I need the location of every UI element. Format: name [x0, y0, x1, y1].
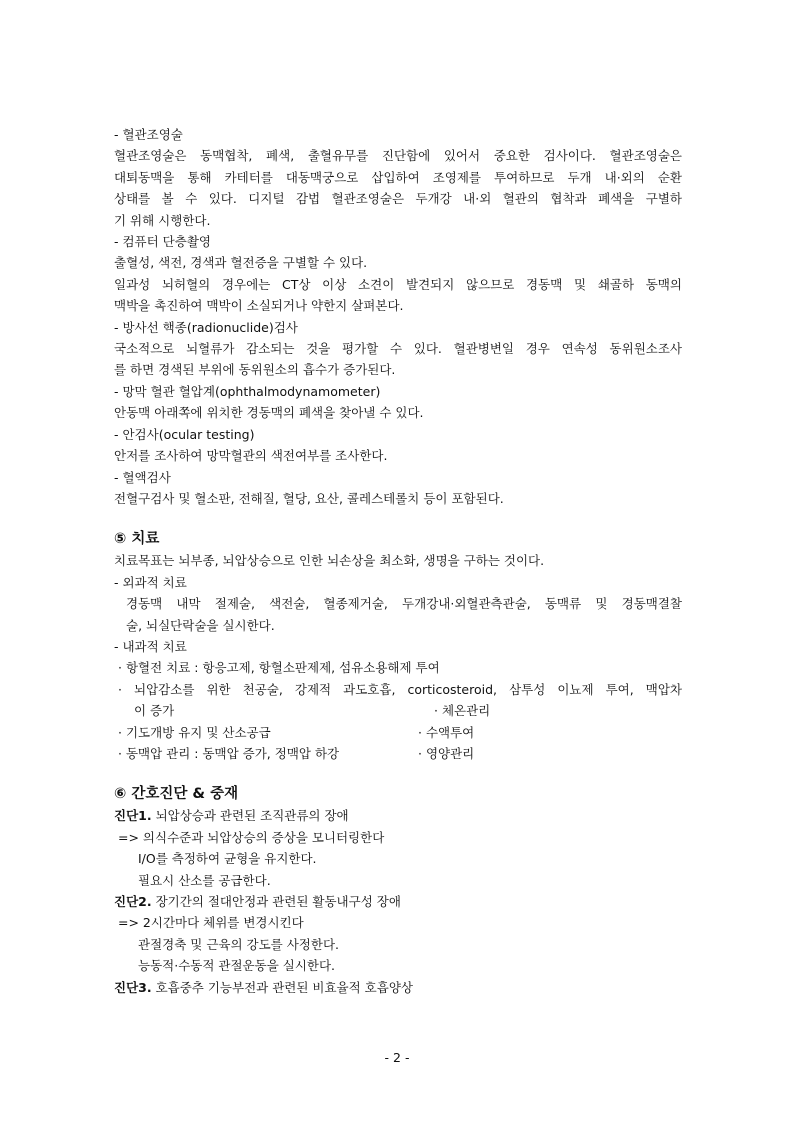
intervention-line: => 2시간마다 체위를 변경시킨다: [118, 915, 304, 931]
medical-treatment-row: [114, 700, 682, 721]
treatment-goal: 치료목표는 뇌부종, 뇌압상승으로 인한 뇌손상을 최소화, 생명을 구하는 것이다.: [114, 553, 545, 569]
angiography-text-line: 혈관조영술은 동맥협착, 폐색, 출혈유무를 진단함에 있어서 중요한 검사이다. 혈관조영술은: [114, 148, 682, 164]
medical-treatment-item: · 기도개방 유지 및 산소공급: [118, 724, 271, 740]
radionuclide-text-line: 국소적으로 뇌혈류가 감소되는 것을 평가할 수 있다. 혈관병변일 경우 연속성 동위원소조사: [114, 341, 682, 357]
medical-treatment-row: [114, 743, 682, 764]
intervention-line: => 의식수준과 뇌압상승의 증상을 모니터링한다: [118, 829, 385, 845]
medical-treatment-title: - 내과적 치료: [114, 638, 187, 654]
diagnosis-label: 진단3.: [114, 979, 152, 995]
diagnosis-label: 진단2.: [114, 894, 152, 909]
intervention-line: 능동적·수동적 관절운동을 실시한다.: [138, 958, 336, 974]
ct-text-line: 일과성 뇌허혈의 경우에는 CT상 이상 소견이 발견되지 않으므로 경동맥 및 쇄골하 동맥의: [114, 276, 682, 292]
ophthalmodynamometer-text: 안동맥 아래쪽에 위치한 경동맥의 폐색을 찾아낼 수 있다.: [114, 405, 424, 421]
surgical-treatment-title: - 외과적 치료: [114, 574, 187, 590]
angiography-text-line: 대퇴동맥을 통해 카테터를 대동맥궁으로 삽입하여 조영제를 투여하므로 두개 내·외의 순환: [114, 169, 682, 185]
surgical-treatment-line: 경동맥 내막 절제술, 색전술, 혈종제거술, 두개강내·외혈관측관술, 동맥류 및 경동맥결찰: [126, 596, 682, 612]
angiography-text-line: 기 위해 시행한다.: [114, 212, 211, 228]
medical-treatment-item: · 체온관리: [434, 703, 491, 719]
medical-treatment-row: [114, 722, 682, 743]
medical-treatment-item: · 영양관리: [418, 745, 475, 761]
medical-treatment-item: · 항혈전 치료 : 항응고제, 항혈소판제제, 섬유소용해제 투여: [118, 660, 440, 676]
ocular-testing-title: - 안검사(ocular testing): [114, 426, 255, 442]
medical-treatment-item: · 수액투여: [418, 724, 475, 740]
nursing-heading: ⑥ 간호진단 & 중재: [114, 786, 239, 803]
ocular-testing-text: 안저를 조사하여 망막혈관의 색전여부를 조사한다.: [114, 448, 388, 464]
diagnosis-3: [114, 977, 682, 998]
angiography-text-line: 상태를 볼 수 있다. 디지털 감법 혈관조영술은 두개강 내·외 혈관의 협착과 폐색을 구별하: [114, 191, 682, 207]
diagnosis-label: 진단1.: [114, 808, 152, 824]
document-body: [114, 124, 682, 998]
ct-text-line: 맥박을 촉진하여 맥박이 소실되거나 약한지 살펴본다.: [114, 298, 404, 314]
medical-treatment-item: 이 증가: [134, 703, 175, 719]
intervention-line: I/O를 측정하여 균형을 유지한다.: [138, 851, 317, 867]
page-number: - 2 -: [384, 1050, 410, 1065]
treatment-heading: ⑤ 치료: [114, 531, 160, 548]
intervention-line: 필요시 산소를 공급한다.: [138, 872, 271, 888]
diagnosis-1: [114, 805, 682, 826]
radionuclide-title: - 방사선 핵종(radionuclide)검사: [114, 319, 298, 335]
diagnosis-text: 호흡중추 기능부전과 관련된 비효율적 호흡양상: [151, 979, 413, 995]
radionuclide-text-line: 를 하면 경색된 부위에 동위원소의 흡수가 증가된다.: [114, 362, 396, 378]
diagnosis-text: 장기간의 절대안정과 관련된 활동내구성 장애: [151, 894, 401, 909]
angiography-title: - 혈관조영술: [114, 127, 183, 142]
surgical-treatment-line: 술, 뇌실단락술을 실시한다.: [126, 617, 275, 633]
ct-title: - 컴퓨터 단층촬영: [114, 234, 211, 250]
blood-test-text: 전혈구검사 및 혈소판, 전해질, 혈당, 요산, 콜레스테롤치 등이 포함된다.: [114, 490, 504, 506]
diagnosis-text: 뇌압상승과 관련된 조직관류의 장애: [151, 808, 349, 824]
ophthalmodynamometer-title: - 망막 혈관 혈압계(ophthalmodynamometer): [114, 383, 381, 399]
intervention-line: 관절경축 및 근육의 강도를 사정한다.: [138, 936, 339, 952]
medical-treatment-item: · 뇌압감소를 위한 천공술, 강제적 과도호흡, corticosteroid, 삼투성 이뇨제 투여, 맥압차: [118, 681, 682, 697]
blood-test-title: - 혈액검사: [114, 469, 171, 485]
ct-text-line: 출혈성, 색전, 경색과 혈전증을 구별할 수 있다.: [114, 255, 368, 271]
medical-treatment-item: · 동맥압 관리 : 동맥압 증가, 정맥압 하강: [118, 745, 340, 761]
diagnosis-2: [114, 891, 682, 912]
